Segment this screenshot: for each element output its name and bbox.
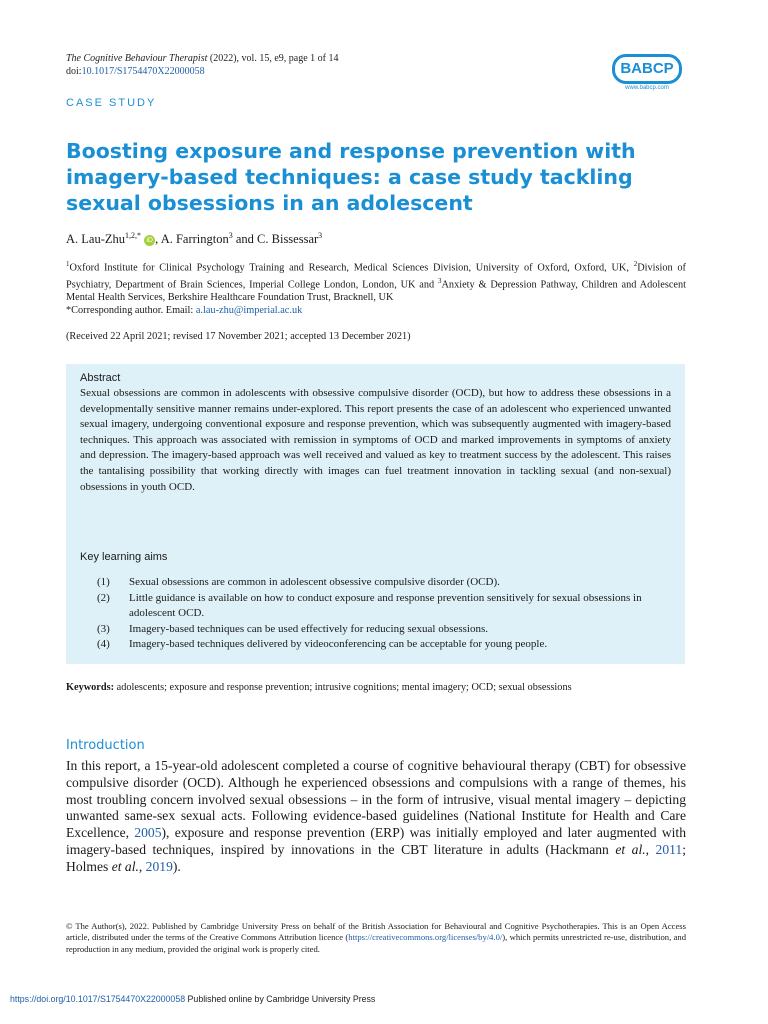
affil-sup-2: 2 — [633, 260, 638, 268]
keywords-list: adolescents; exposure and response prevention; intrusive cognitions; mental imagery; OCD; sexual obsessions — [114, 682, 572, 693]
aim-text: Imagery-based techniques delivered by videoconferencing can be acceptable for young people. — [129, 638, 548, 650]
babcp-logo[interactable] — [612, 54, 684, 90]
babcp-logo-mark: BABCP — [612, 54, 682, 84]
intro-etal: et al. — [615, 841, 646, 857]
aim-number: (3) — [97, 622, 110, 635]
article-type: CASE STUDY — [66, 97, 157, 109]
author-2-sup: 3 — [228, 231, 233, 240]
intro-text-1: In this report, a 15-year-old adolescent completed a course of cognitive behavioural therapy (CBT) for obsessive compulsive disorder (OCD). Although he experienced obsessions and compulsions with a range of themes, his most troubling concern involved sexual obsessions – in the form of intrusive, visual mental imagery – depicting unwanted same-sex sexual acts. Following evidence-based guidelines (National Institute for Health and Care Excellence, — [66, 758, 686, 841]
corresponding-email-link[interactable]: a.lau-zhu@imperial.ac.uk — [195, 305, 303, 317]
footer-doi-link[interactable]: https://doi.org/10.1017/S1754470X22000058 — [10, 994, 186, 1004]
intro-text-6: ). — [172, 858, 181, 874]
author-1-sup: 1,2,* — [125, 231, 142, 240]
introduction-paragraph — [66, 758, 686, 876]
citation-link[interactable]: 2011 — [655, 841, 683, 857]
learning-aim-item — [80, 575, 671, 591]
affil-sup-3: 3 — [437, 276, 442, 285]
author-1[interactable]: A. Lau-Zhu — [66, 232, 126, 247]
license-text-1: © The Author(s), 2022. Published by Cambridge University Press on behalf of the British Association for Behavioural and Cognitive Psychotherapies. This is an Open Access article, distributed under the terms of the Creative Commons Attribution licence ( — [66, 921, 686, 943]
aim-text: Little guidance is available on how to conduct exposure and response prevention sensitively for sexual obsessions in adolescent OCD. — [129, 591, 642, 619]
author-list — [66, 231, 322, 247]
journal-name: The Cognitive Behaviour Therapist — [66, 53, 208, 64]
keywords — [66, 682, 686, 693]
citation-link[interactable]: 2005 — [134, 825, 162, 841]
affil-3: Anxiety & Depression Pathway, Children and Adolescent Mental Health Services, Berkshire Healthcare Foundation Trust, Bracknell, UK — [66, 279, 686, 304]
babcp-logo-url: www.babcp.com — [625, 85, 669, 91]
license-link[interactable]: https://creativecommons.org/licenses/by/4.0/ — [348, 932, 503, 943]
intro-text-4: ; Holmes — [66, 841, 686, 874]
intro-text-2: ), exposure and response prevention (ERP) was initially employed and later augmented with imagery-based techniques, inspired by innovations in the CBT literature in adults (Hackmann — [66, 825, 687, 857]
learning-aims-list — [80, 575, 671, 653]
footer-publisher: Published online by Cambridge University Press — [185, 994, 376, 1004]
affiliations — [66, 258, 686, 318]
doi-prefix: doi: — [66, 66, 82, 77]
affil-1: Oxford Institute for Clinical Psychology Training and Research, Medical Sciences Division, University of Oxford, Oxford, UK, — [69, 262, 634, 274]
abstract-text: Sexual obsessions are common in adolescents with obsessive compulsive disorder (OCD), but how to address these obsessions in a developmentally sensitive manner remains under-explored. This report presents the case of an adolescent who experienced unwanted sexual imagery, undergoing conventional exposure and response prevention, which was subsequently augmented with imagery-based techniques. This approach was associated with remission in symptoms of OCD and marked improvements in symptoms of anxiety and depression. The imagery-based approach was well received and valued as key to treatment success by the adolescent. This raises the tantalising possibility that working directly with images can fuel treatment innovation in tackling sexual (and non-sexual) obsessions in youth OCD. — [80, 387, 671, 493]
abstract-heading: Abstract — [80, 372, 121, 384]
aim-text: Imagery-based techniques can be used effectively for reducing sexual obsessions. — [129, 622, 489, 635]
corresponding-author-label: *Corresponding author. Email: — [66, 305, 196, 317]
received-dates: (Received 22 April 2021; revised 17 November 2021; accepted 13 December 2021) — [66, 331, 411, 342]
affil-sup-1: 1 — [66, 260, 70, 268]
author-3[interactable]: and C. Bissessar — [232, 232, 319, 247]
learning-aim-item — [80, 591, 671, 622]
intro-etal: et al. — [111, 858, 139, 874]
page-footer — [10, 994, 375, 1004]
article-title: Boosting exposure and response prevention with imagery-based techniques: a case study tackling sexual obsessions in an adolescent — [66, 139, 636, 215]
intro-text-3: , — [645, 841, 656, 857]
author-2[interactable]: , A. Farrington — [155, 232, 229, 247]
learning-aims-heading: Key learning aims — [80, 551, 168, 563]
aim-number: (1) — [97, 576, 110, 588]
doi-link[interactable]: 10.1017/S1754470X22000058 — [81, 66, 205, 77]
introduction-heading: Introduction — [66, 738, 145, 753]
intro-text-5: , — [138, 858, 146, 874]
learning-aim-item — [80, 622, 671, 638]
aim-number: (4) — [97, 638, 110, 650]
affil-2: Division of Psychiatry, Department of Brain Sciences, Imperial College London, London, UK and — [66, 262, 686, 291]
learning-aim-item — [80, 637, 671, 653]
author-3-sup: 3 — [318, 231, 323, 240]
license-notice — [66, 921, 686, 955]
aim-text: Sexual obsessions are common in adolescent obsessive compulsive disorder (OCD). — [129, 576, 500, 588]
aim-number: (2) — [97, 591, 110, 604]
orcid-icon[interactable]: iD — [144, 235, 155, 246]
journal-meta: (2022), vol. 15, e9, page 1 of 14 — [207, 53, 339, 64]
keywords-label: Keywords: — [66, 682, 115, 693]
license-text-2: ), which permits unrestricted re-use, distribution, and reproduction in any medium, provided the original work is properly cited. — [66, 932, 686, 954]
citation-link[interactable]: 2019 — [145, 858, 173, 874]
journal-header — [66, 52, 338, 78]
